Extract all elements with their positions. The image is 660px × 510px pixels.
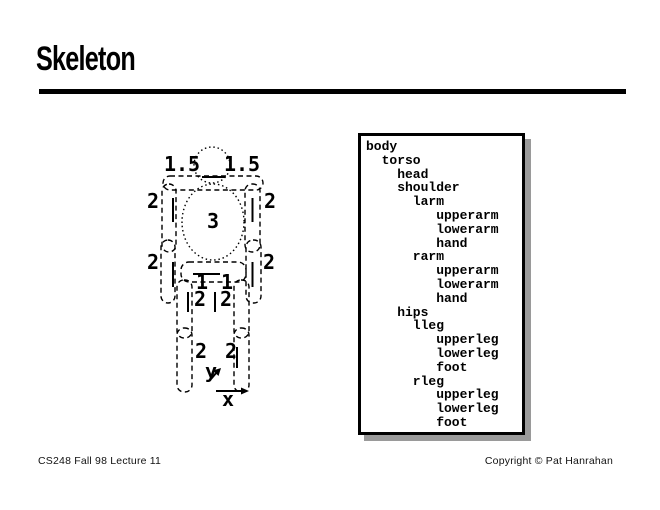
- hierarchy-tree: [366, 140, 522, 430]
- tree-item-hips: hips: [397, 304, 429, 320]
- tree-item-hand: hand: [436, 235, 468, 251]
- tree-item-lowerleg: lowerleg: [436, 345, 499, 361]
- tree-item-rarm: rarm: [412, 249, 445, 265]
- tree-item-upperleg: upperleg: [436, 387, 499, 403]
- footer-course: CS248 Fall 98 Lecture 11: [38, 455, 162, 467]
- tree-item-shoulder: shoulder: [397, 180, 460, 196]
- tree-item-head: head: [397, 166, 429, 182]
- tree-item-hand: hand: [436, 290, 468, 306]
- tree-item-larm: larm: [412, 194, 445, 210]
- footer-copyright: Copyright © Pat Hanrahan: [484, 455, 613, 467]
- figure-label-x: x: [221, 387, 235, 411]
- tree-item-upperarm: upperarm: [436, 263, 499, 279]
- tree-item-foot: foot: [436, 414, 468, 430]
- tree-item-upperleg: upperleg: [436, 332, 499, 348]
- hierarchy-box: [358, 133, 525, 435]
- tree-item-lleg: lleg: [412, 318, 445, 334]
- figure-label-2: 2: [193, 287, 207, 311]
- tree-item-foot: foot: [436, 359, 468, 375]
- hips-shape: [181, 262, 246, 282]
- figure-label-2: 2: [263, 189, 277, 213]
- x-axis-arrowhead: [241, 388, 249, 395]
- figure-label-1.5: 1.5: [223, 152, 261, 176]
- page-title: Skeleton: [36, 40, 135, 78]
- figure-label-1: 1: [195, 270, 209, 294]
- figure-label-2: 2: [219, 287, 233, 311]
- figure-label-2: 2: [146, 250, 160, 274]
- tree-item-lowerarm: lowerarm: [436, 276, 499, 292]
- tree-item-upperarm: upperarm: [436, 207, 499, 223]
- tree-item-lowerleg: lowerleg: [436, 401, 499, 417]
- tree-item-torso: torso: [381, 152, 421, 168]
- figure-label-1.5: 1.5: [163, 152, 201, 176]
- tree-item-rleg: rleg: [412, 373, 445, 389]
- figure-label-3: 3: [206, 209, 220, 233]
- title-rule: [39, 89, 626, 94]
- figure-label-1: 1: [220, 270, 234, 294]
- figure-label-2: 2: [194, 339, 208, 363]
- left-lowerleg-shape: [177, 328, 192, 392]
- figure-label-2: 2: [224, 339, 238, 363]
- figure-label-y: y: [204, 359, 218, 383]
- figure-label-2: 2: [146, 189, 160, 213]
- tree-item-body: body: [366, 139, 398, 154]
- tree-item-lowerarm: lowerarm: [436, 221, 499, 237]
- skeleton-figure: [125, 140, 305, 420]
- figure-label-2: 2: [262, 250, 276, 274]
